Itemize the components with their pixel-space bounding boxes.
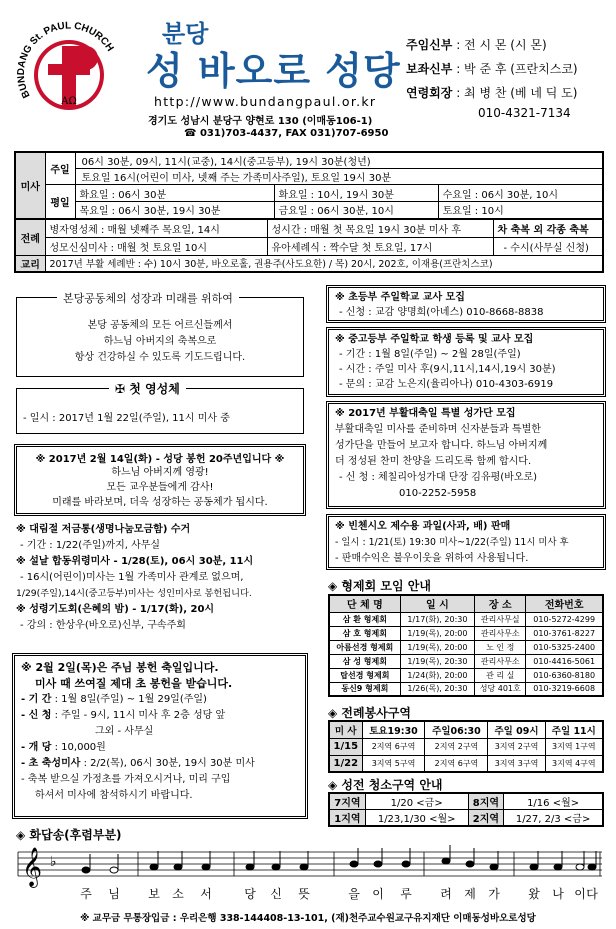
clean-title: ◈ 성전 청소구역 안내: [328, 778, 443, 792]
table-row: [329, 793, 603, 810]
serve-header: 토요19:30: [362, 721, 425, 738]
note-head: [588, 864, 596, 870]
sale-line: - 판매수익은 불우이웃을 위하여 사용됩니다.: [335, 553, 529, 564]
serve-cell: 3지역 3구역: [488, 755, 545, 772]
sale-title: ※ 빈첸시오 제수용 과일(사과, 배) 판매: [335, 521, 511, 532]
choir-line: 더 정성된 찬미 찬양을 드리도록 함께 합시다.: [335, 456, 532, 467]
meeting-cell: 관리사무소: [475, 626, 526, 640]
sunday-line2: 토요일 16시(어린이 미사, 넷째 주는 가족미사주일), 토요일 19시 30분: [75, 169, 603, 185]
address: 경기도 성남시 분당구 양현로 130 (이매동106-1): [148, 116, 373, 127]
candle-item: [21, 740, 299, 756]
staff-role: 연령회장: [406, 86, 453, 100]
staff-row: 주임신부 : 전 시 몬 (시 몬): [406, 38, 547, 52]
sale-line: - 일시 : 1/21(토) 19:30 미사~1/22(주일) 11시 미사 후: [335, 537, 569, 548]
choir-title: ※ 2017년 부활대축일 특별 성가단 모집: [335, 408, 516, 419]
lyric-syllable: 이: [372, 887, 384, 901]
candle-value: : 2/2(목), 06시 30분, 19시 30분 미사: [83, 758, 255, 769]
candle-item: [21, 756, 299, 772]
serve-cell: 3지역 1구역: [545, 738, 603, 755]
hymn-notes: [82, 845, 596, 873]
table-row: [329, 640, 603, 654]
first-communion-title: [109, 380, 186, 397]
footer-bank: ※ 교무금 무통장입금 : 우리은행 338-144408-13-101, (재)천주교수원교구유지재단 이매동성바오로성당: [80, 913, 536, 924]
meeting-cell: 1/19(목), 20:30: [400, 654, 474, 668]
notice-line: - 기간 : 1/22(주일)까지, 사무실: [20, 540, 161, 551]
staff-row: 보좌신부 : 박 준 후 (프란치스코): [406, 62, 578, 76]
meeting-cell: 삼 호 형제회: [329, 626, 400, 640]
rites-cell: 성모신심미사 : 매월 첫 토요일 10시: [45, 237, 267, 255]
anniversary-box: [14, 444, 306, 516]
meeting-cell: 010-3761-8227: [526, 626, 603, 640]
candle-item: [21, 692, 299, 708]
serve-header: 미 사: [329, 721, 362, 738]
note-head: [174, 864, 182, 870]
meeting-cell: 관리사무실: [475, 612, 526, 626]
note-head: [442, 858, 450, 864]
candle-key: - 기 간: [21, 694, 52, 705]
candle-value: 그외 - 사무실: [95, 726, 154, 737]
youth-line: - 시간 : 주일 미사 후(9시,11시,14시,19시 30분): [339, 364, 556, 375]
note-head: [466, 861, 474, 867]
note-head: [490, 864, 498, 870]
rites-side-title: 차 축복 외 각종 축복: [493, 219, 603, 237]
clean-cell: 1지역: [329, 810, 365, 827]
notice-line: - 강의 : 한상우(바오로)신부, 구속주회: [20, 620, 186, 631]
vision-line: 본당 공동체의 모든 어르신들께서: [87, 320, 233, 331]
meeting-cell: 010-3219-6608: [526, 682, 603, 696]
serve-cell: 1/22: [329, 755, 362, 772]
staff-role: 주임신부: [406, 38, 453, 52]
staff-name: 박 준 후 (프란치스코): [464, 62, 578, 76]
candle-tail: - 축복 받으실 가정초를 가져오시거나, 미리 구입: [21, 774, 231, 785]
serve-cell: 3지역 4구역: [545, 755, 603, 772]
meeting-header: 장 소: [475, 595, 526, 612]
note-head: [272, 864, 280, 870]
clean-cell: 1/20 <금>: [365, 793, 468, 810]
table-row: [329, 612, 603, 626]
rites-cell: 병자영성체 : 매월 넷째주 목요일, 14시: [45, 219, 267, 237]
anniversary-title: ※ 2017년 2월 14일(화) - 성당 봉헌 20주년입니다 ※: [35, 454, 285, 465]
lyric-syllable: 서: [200, 887, 212, 901]
note-head: [300, 864, 308, 870]
logo-ring-text: BUNDANG St. PAUL CHURCH: [15, 20, 116, 100]
youth-line: - 문의 : 교감 노은지(율리아나) 010-4303-6919: [339, 379, 554, 390]
candle-value: : 주일 - 9시, 11시 미사 후 2층 성당 앞: [54, 710, 226, 721]
kids-line: - 신청 : 교감 양명희(아녜스) 010-8668-8838: [339, 307, 544, 318]
vision-line: 하느님 아버지의 축복으로: [103, 336, 217, 347]
sunday-line1: 06시 30분, 09시, 11시(교중), 14시(중고등부), 19시 30분(청년): [75, 152, 603, 169]
hymn-lyrics: [80, 886, 598, 901]
meeting-header: 단 체 명: [329, 595, 400, 612]
clean-cell: 1/23,1/30 <월>: [365, 810, 468, 827]
youth-title: ※ 중고등부 주일학교 학생 등록 및 교사 모집: [335, 334, 534, 345]
meeting-cell: 1/19(목), 20:00: [400, 640, 474, 654]
serve-header: 주일 09시: [488, 721, 545, 738]
lyric-syllable: 당: [244, 887, 256, 901]
vision-box: [16, 292, 304, 377]
serve-cell: 2지역 2구역: [425, 738, 488, 755]
rites-label: 전례: [15, 219, 45, 255]
clean-cell: 1/16 <월>: [504, 793, 603, 810]
meeting-title: ◈ 형제회 모임 안내: [328, 579, 431, 593]
serve-header: 주일 11시: [545, 721, 603, 738]
rites-side-text: - 수시(사무실 신청): [493, 237, 603, 255]
meeting-cell: 동신9 형제회: [329, 682, 400, 696]
note-head: [82, 867, 90, 873]
notice-title: ※ 대림절 저금통(생명나눔모금함) 수거: [16, 524, 191, 535]
meeting-cell: 삼 환 형제회: [329, 612, 400, 626]
choir-phone: 010-2252-5958: [399, 488, 477, 499]
staff-name: 최 병 찬 (베 네 딕 도): [464, 86, 578, 100]
lyric-syllable: 가: [488, 887, 500, 901]
anniversary-line: 하느님 아버지께 영광!: [111, 467, 209, 478]
note-head: [576, 864, 584, 870]
candle-item: [21, 708, 299, 724]
table-row: [329, 682, 603, 696]
choir-box: [326, 401, 606, 509]
lyric-syllable: 을: [348, 887, 360, 901]
meeting-cell: 010-5272-4299: [526, 612, 603, 626]
kids-teacher-box: [326, 285, 606, 323]
choir-apply: - 신 청 : 체칠리아성가대 단장 김유평(바오로): [339, 472, 538, 483]
notice-title: ※ 설날 합동위령미사 - 1/28(토), 06시 30분, 11시: [16, 556, 254, 567]
staff-phone: 010-4321-7134: [478, 106, 571, 120]
staff-name: 전 시 몬 (시 몬): [464, 38, 547, 52]
table-row: [329, 654, 603, 668]
notices: [16, 522, 308, 634]
note-head: [374, 861, 382, 867]
serve-cell: 3지역 2구역: [488, 738, 545, 755]
note-head: [110, 867, 118, 873]
serve-cell: 2지역 6구역: [425, 755, 488, 772]
header: [6, 8, 610, 148]
meeting-cell: 010-5325-2400: [526, 640, 603, 654]
lyric-syllable: 님: [108, 887, 120, 901]
lyric-syllable: 왔: [528, 887, 540, 901]
note-head: [246, 864, 254, 870]
note-head: [554, 864, 562, 870]
lyric-syllable: 이: [574, 887, 586, 901]
clean-table: [328, 792, 604, 827]
candle-value: : 10,000원: [54, 742, 106, 753]
meeting-cell: 1/19(목), 20:00: [400, 626, 474, 640]
page-title: 성 바오로 성당: [146, 49, 401, 93]
note-head: [350, 861, 358, 867]
candle-key: - 신 청: [21, 710, 52, 721]
first-communion-title-text: 첫 영성체: [129, 382, 180, 396]
serve-header: 주일06:30: [425, 721, 488, 738]
weekday-cell: 수요일 : 06시 30분, 10시: [438, 185, 603, 202]
title-small: 분당: [162, 20, 209, 48]
weekday-cell: 화요일 : 10시, 19시 30분: [274, 185, 438, 202]
kids-title: ※ 초등부 주일학교 교사 모집: [335, 292, 465, 303]
serve-cell: 1/15: [329, 738, 362, 755]
clean-cell: 7지역: [329, 793, 365, 810]
meeting-header: 일 시: [400, 595, 474, 612]
choir-line: 부활대축일 미사를 준비하며 신자분들과 특별한: [335, 424, 541, 435]
table-row: [329, 738, 603, 755]
meeting-cell: 010-4416-5061: [526, 654, 603, 668]
weekday-cell: 금요일 : 06시 30분, 10시: [274, 202, 438, 219]
lyric-syllable: 나: [552, 887, 564, 901]
sunday-label: 주일: [45, 152, 75, 185]
staff-row: 연령회장 : 최 병 찬 (베 네 딕 도): [406, 86, 578, 100]
notice-title: ※ 성령기도회(은혜의 밤) - 1/17(화), 20시: [16, 604, 215, 615]
serve-title: ◈ 전례봉사구역: [328, 706, 411, 720]
site-url[interactable]: http://www.bundangpaul.or.kr: [154, 94, 377, 109]
staff-role: 보좌신부: [406, 62, 453, 76]
parish-logo: [10, 16, 128, 134]
candle-box: [12, 653, 308, 819]
clean-cell: 2지역: [468, 810, 504, 827]
vision-title: 본당공동체의 성장과 미래를 위하여: [57, 290, 239, 306]
rites-cell: 유아세례식 : 짝수달 첫 토요일, 17시: [267, 237, 493, 255]
candle-tail: 하셔서 미사에 참석하시기 바랍니다.: [35, 790, 193, 801]
vision-line: 항상 건강하실 수 있도록 기도드립니다.: [74, 352, 246, 363]
rites-cell: 성시간 : 매월 첫 목요일 19시 30분 미사 후: [267, 219, 493, 237]
lyric-syllable: 신: [270, 887, 282, 901]
hymn-title: ◈ 화답송(후렴부분): [16, 828, 122, 842]
choir-line: 성가단을 만들어 보고자 합니다. 하느님 아버지께: [335, 440, 548, 451]
lyric-syllable: 소: [172, 887, 184, 901]
table-row: [329, 668, 603, 682]
meeting-cell: 성당 401호: [475, 682, 526, 696]
meeting-cell: 탑선경 형제회: [329, 668, 400, 682]
lyric-syllable: 다: [586, 887, 598, 901]
candle-key: - 개 당: [21, 742, 52, 753]
notice-line: 1/29(주일),14시(중고등부)미사는 성인미사로 봉헌됩니다.: [16, 588, 252, 599]
lyric-syllable: 뜻: [298, 887, 310, 901]
meeting-cell: 1/26(목), 20:30: [400, 682, 474, 696]
candle-value: : 1월 8일(주일) ~ 1월 29일(주일): [54, 694, 207, 705]
meeting-cell: 010-6360-8180: [526, 668, 603, 682]
note-head: [202, 864, 210, 870]
serve-table: [328, 720, 604, 773]
table-row: [329, 626, 603, 640]
lyric-syllable: 제: [464, 887, 476, 901]
serve-cell: 3지역 5구역: [362, 755, 425, 772]
anniversary-line: 모든 교우분들에게 감사!: [106, 482, 214, 493]
treble-clef-icon: 𝄞: [22, 847, 43, 887]
note-head: [150, 864, 158, 870]
meeting-cell: 관리사무소: [475, 654, 526, 668]
candle-title: 미사 때 쓰여질 제대 초 봉헌을 받습니다.: [35, 677, 233, 690]
clean-cell: 1/27, 2/3 <금>: [504, 810, 603, 827]
meeting-header: 전화번호: [526, 595, 603, 612]
logo-alpha-omega: ΑΩ: [61, 96, 77, 107]
hymn-staff: [14, 842, 606, 906]
lyric-syllable: 보: [148, 887, 160, 901]
first-communion-text: - 일시 : 2017년 1월 22일(주일), 11시 미사 중: [23, 413, 230, 424]
meeting-cell: 삼 성 형제회: [329, 654, 400, 668]
serve-cell: 2지역 6구역: [362, 738, 425, 755]
sale-box: [326, 514, 606, 570]
schedule-table: [14, 151, 604, 220]
flat-icon: ♭: [50, 854, 57, 870]
anniversary-line: 미래를 바라보며, 더욱 성장하는 공동체가 됩시다.: [52, 497, 268, 508]
meeting-cell: 1/17(화), 20:30: [400, 612, 474, 626]
note-head: [402, 861, 410, 867]
catechism-label: 교리: [15, 255, 45, 272]
youth-line: - 기간 : 1월 8일(주일) ~ 2월 28일(주일): [339, 349, 521, 360]
notice-line: - 16시(어린이)미사는 1월 가족미사 관계로 없으며,: [20, 572, 244, 583]
candle-key: - 초 축성미사: [21, 758, 81, 769]
weekday-cell: 화요일 : 06시 30분: [75, 185, 274, 202]
note-head: [530, 864, 538, 870]
youth-box: [326, 327, 606, 397]
staff-list: [406, 36, 606, 120]
lyric-syllable: 주: [80, 887, 92, 901]
meeting-cell: 관 리 실: [475, 668, 526, 682]
meeting-cell: 아름선경 형제회: [329, 640, 400, 654]
candle-item: [21, 724, 299, 740]
weekday-cell: 토요일 : 10시: [438, 202, 603, 219]
meeting-table: [328, 594, 604, 697]
vision-text: [17, 318, 303, 366]
meeting-cell: 노 인 정: [475, 640, 526, 654]
weekday-label: 평일: [45, 185, 75, 219]
weekday-cell: 목요일 : 06시 30분, 19시 30분: [75, 202, 274, 219]
lyric-syllable: 려: [440, 887, 452, 901]
candle-title: ※ 2월 2일(목)은 주님 봉헌 축일입니다.: [21, 661, 219, 674]
first-communion-box: [16, 382, 304, 434]
chalice-icon: ✠: [115, 382, 130, 396]
lyric-syllable: 루: [400, 887, 412, 901]
catechism-text: 2017년 부활 세례반 : 수) 10시 30분, 바오로홀, 권용주(사도요한) / 목) 20시, 202호, 이재용(프란치스코): [45, 255, 603, 272]
mass-label: 미사: [15, 152, 45, 219]
meeting-cell: 1/24(화), 20:00: [400, 668, 474, 682]
tel-fax: ☎ 031)703-4437, FAX 031)707-6950: [184, 128, 389, 139]
table-row: [329, 810, 603, 827]
table-row: [329, 755, 603, 772]
rites-table: [14, 218, 604, 273]
clean-cell: 8지역: [468, 793, 504, 810]
